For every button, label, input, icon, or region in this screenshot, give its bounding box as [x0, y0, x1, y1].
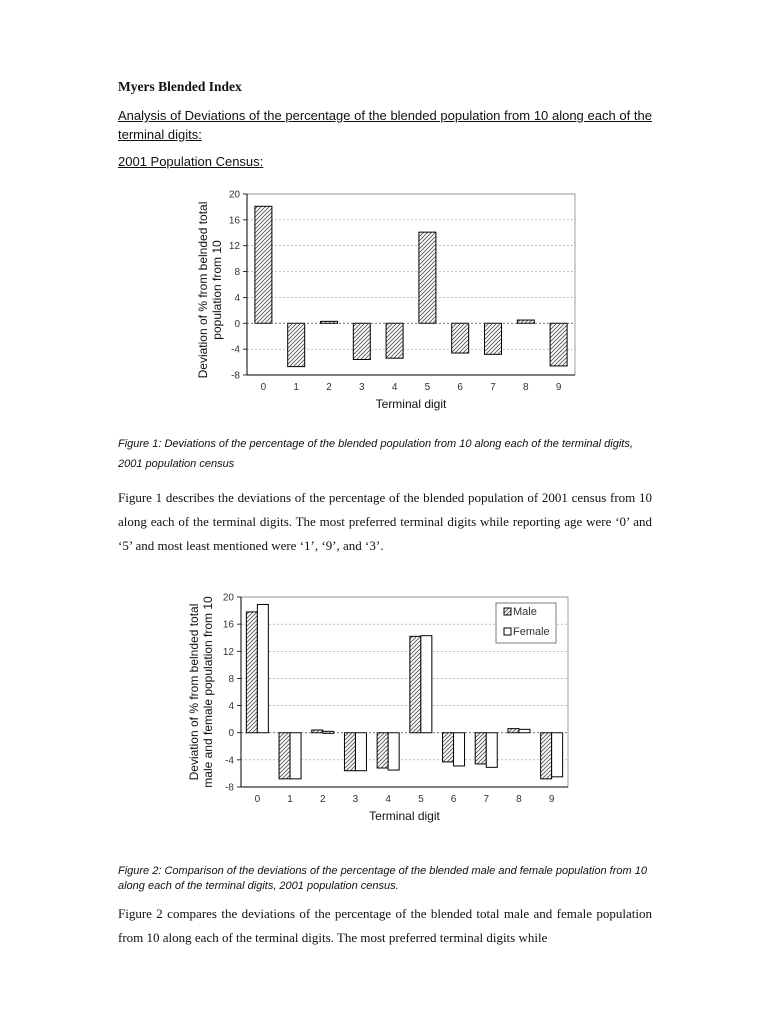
- bar-total-7: [485, 323, 502, 354]
- legend-label-female: Female: [513, 626, 550, 638]
- legend-swatch-female: [504, 628, 511, 635]
- x-axis-label: Terminal digit: [375, 397, 447, 411]
- chart1-ylabel-line2: population from 10: [210, 240, 224, 340]
- x-tick-label: 9: [548, 794, 555, 805]
- chart2-ylabel-line1: Deviation of % from belnded total: [187, 603, 201, 781]
- bar-female-0: [257, 604, 268, 732]
- x-tick-label: 7: [490, 382, 496, 393]
- x-tick-label: 0: [260, 382, 267, 393]
- y-tick-label: 4: [228, 701, 234, 713]
- y-tick-label: -4: [231, 344, 240, 356]
- y-tick-label: -8: [231, 370, 240, 382]
- bar-female-2: [323, 731, 334, 733]
- bar-male-0: [246, 612, 257, 733]
- y-tick-label: -4: [225, 755, 234, 767]
- bar-female-3: [355, 733, 366, 771]
- chart1-ylabel-line1: Deviation of % from belnded total: [196, 201, 210, 379]
- bar-male-8: [508, 729, 519, 733]
- page-heading: Myers Blended Index: [118, 79, 242, 94]
- x-tick-label: 2: [326, 382, 332, 393]
- x-tick-label: 6: [457, 382, 463, 393]
- chart2-ylabel-line2: male and female population from 10: [201, 596, 215, 788]
- bar-male-4: [377, 733, 388, 768]
- x-axis-label: Terminal digit: [369, 809, 440, 823]
- bar-female-9: [552, 733, 563, 777]
- bar-male-6: [443, 733, 454, 762]
- bar-total-8: [517, 320, 534, 323]
- chart1-ylabel: [190, 190, 230, 390]
- bar-total-4: [386, 323, 403, 358]
- x-tick-label: 4: [391, 382, 398, 393]
- x-tick-label: 9: [555, 382, 562, 393]
- x-tick-label: 4: [385, 794, 391, 805]
- figure2-caption: Figure 2: Comparison of the deviations of the percentage of the blended male and female population from 10 along each of the terminal digits, 2001 population census.: [118, 865, 647, 892]
- bar-male-7: [475, 733, 486, 764]
- y-tick-label: 4: [234, 292, 240, 304]
- figure1-description: Figure 1 describes the deviations of the percentage of the blended population of 2001 census from 10 along each of the terminal digits. The most preferred terminal digits while reporting age were ‘0’ and ‘5’ and most least mentioned were ‘1’, ‘9’, and ‘3’.: [118, 490, 652, 553]
- legend-swatch-male: [504, 608, 511, 615]
- x-tick-label: 0: [254, 794, 261, 805]
- bar-total-5: [419, 232, 436, 323]
- bar-female-5: [421, 636, 432, 733]
- figure1-caption: Figure 1: Deviations of the percentage of the blended population from 10 along each of the terminal digits, 2001 population census: [118, 438, 633, 470]
- legend-label-male: Male: [513, 606, 537, 618]
- bar-female-7: [486, 733, 497, 768]
- y-tick-label: 12: [228, 241, 240, 253]
- bar-total-6: [452, 323, 469, 353]
- bar-total-0: [255, 206, 272, 323]
- bar-female-4: [388, 733, 399, 770]
- x-tick-label: 6: [450, 794, 457, 805]
- bar-male-5: [410, 636, 421, 732]
- bar-male-9: [541, 733, 552, 779]
- y-tick-label: 16: [228, 215, 240, 227]
- x-tick-label: 8: [523, 382, 529, 393]
- y-tick-label: -8: [225, 782, 234, 794]
- x-tick-label: 2: [319, 794, 326, 805]
- x-tick-label: 1: [287, 794, 293, 805]
- y-tick-label: 0: [228, 728, 234, 740]
- x-tick-label: 3: [352, 794, 359, 805]
- y-tick-label: 12: [222, 646, 234, 658]
- y-tick-label: 0: [234, 318, 240, 330]
- bar-total-1: [288, 323, 305, 366]
- x-tick-label: 7: [483, 794, 490, 805]
- bar-female-8: [519, 729, 530, 732]
- bar-male-1: [279, 733, 290, 779]
- x-tick-label: 3: [359, 382, 365, 393]
- bar-total-9: [550, 323, 567, 366]
- bar-male-3: [344, 733, 355, 771]
- y-tick-label: 8: [228, 673, 234, 685]
- figure1-chart: [0, 180, 768, 420]
- analysis-title: Analysis of Deviations of the percentage of the blended population from 10 along each of the terminal digits:: [118, 108, 652, 142]
- y-tick-label: 20: [228, 189, 240, 201]
- y-tick-label: 16: [222, 619, 234, 631]
- figure2-description: Figure 2 compares the deviations of the percentage of the blended total male and female population from 10 along each of the terminal digits. The most preferred terminal digits while: [118, 906, 652, 945]
- bar-female-6: [454, 733, 465, 766]
- x-tick-label: 8: [516, 794, 522, 805]
- bar-total-3: [353, 323, 370, 359]
- bar-female-1: [290, 733, 301, 779]
- census-title: 2001 Population Census:: [118, 154, 264, 169]
- x-tick-label: 1: [293, 382, 299, 393]
- figure2-chart: [0, 585, 768, 830]
- x-tick-label: 5: [424, 382, 431, 393]
- y-tick-label: 8: [234, 267, 240, 279]
- chart2-ylabel: [186, 596, 226, 796]
- bar-male-2: [312, 730, 323, 733]
- x-tick-label: 5: [418, 794, 424, 805]
- y-tick-label: 20: [222, 592, 234, 604]
